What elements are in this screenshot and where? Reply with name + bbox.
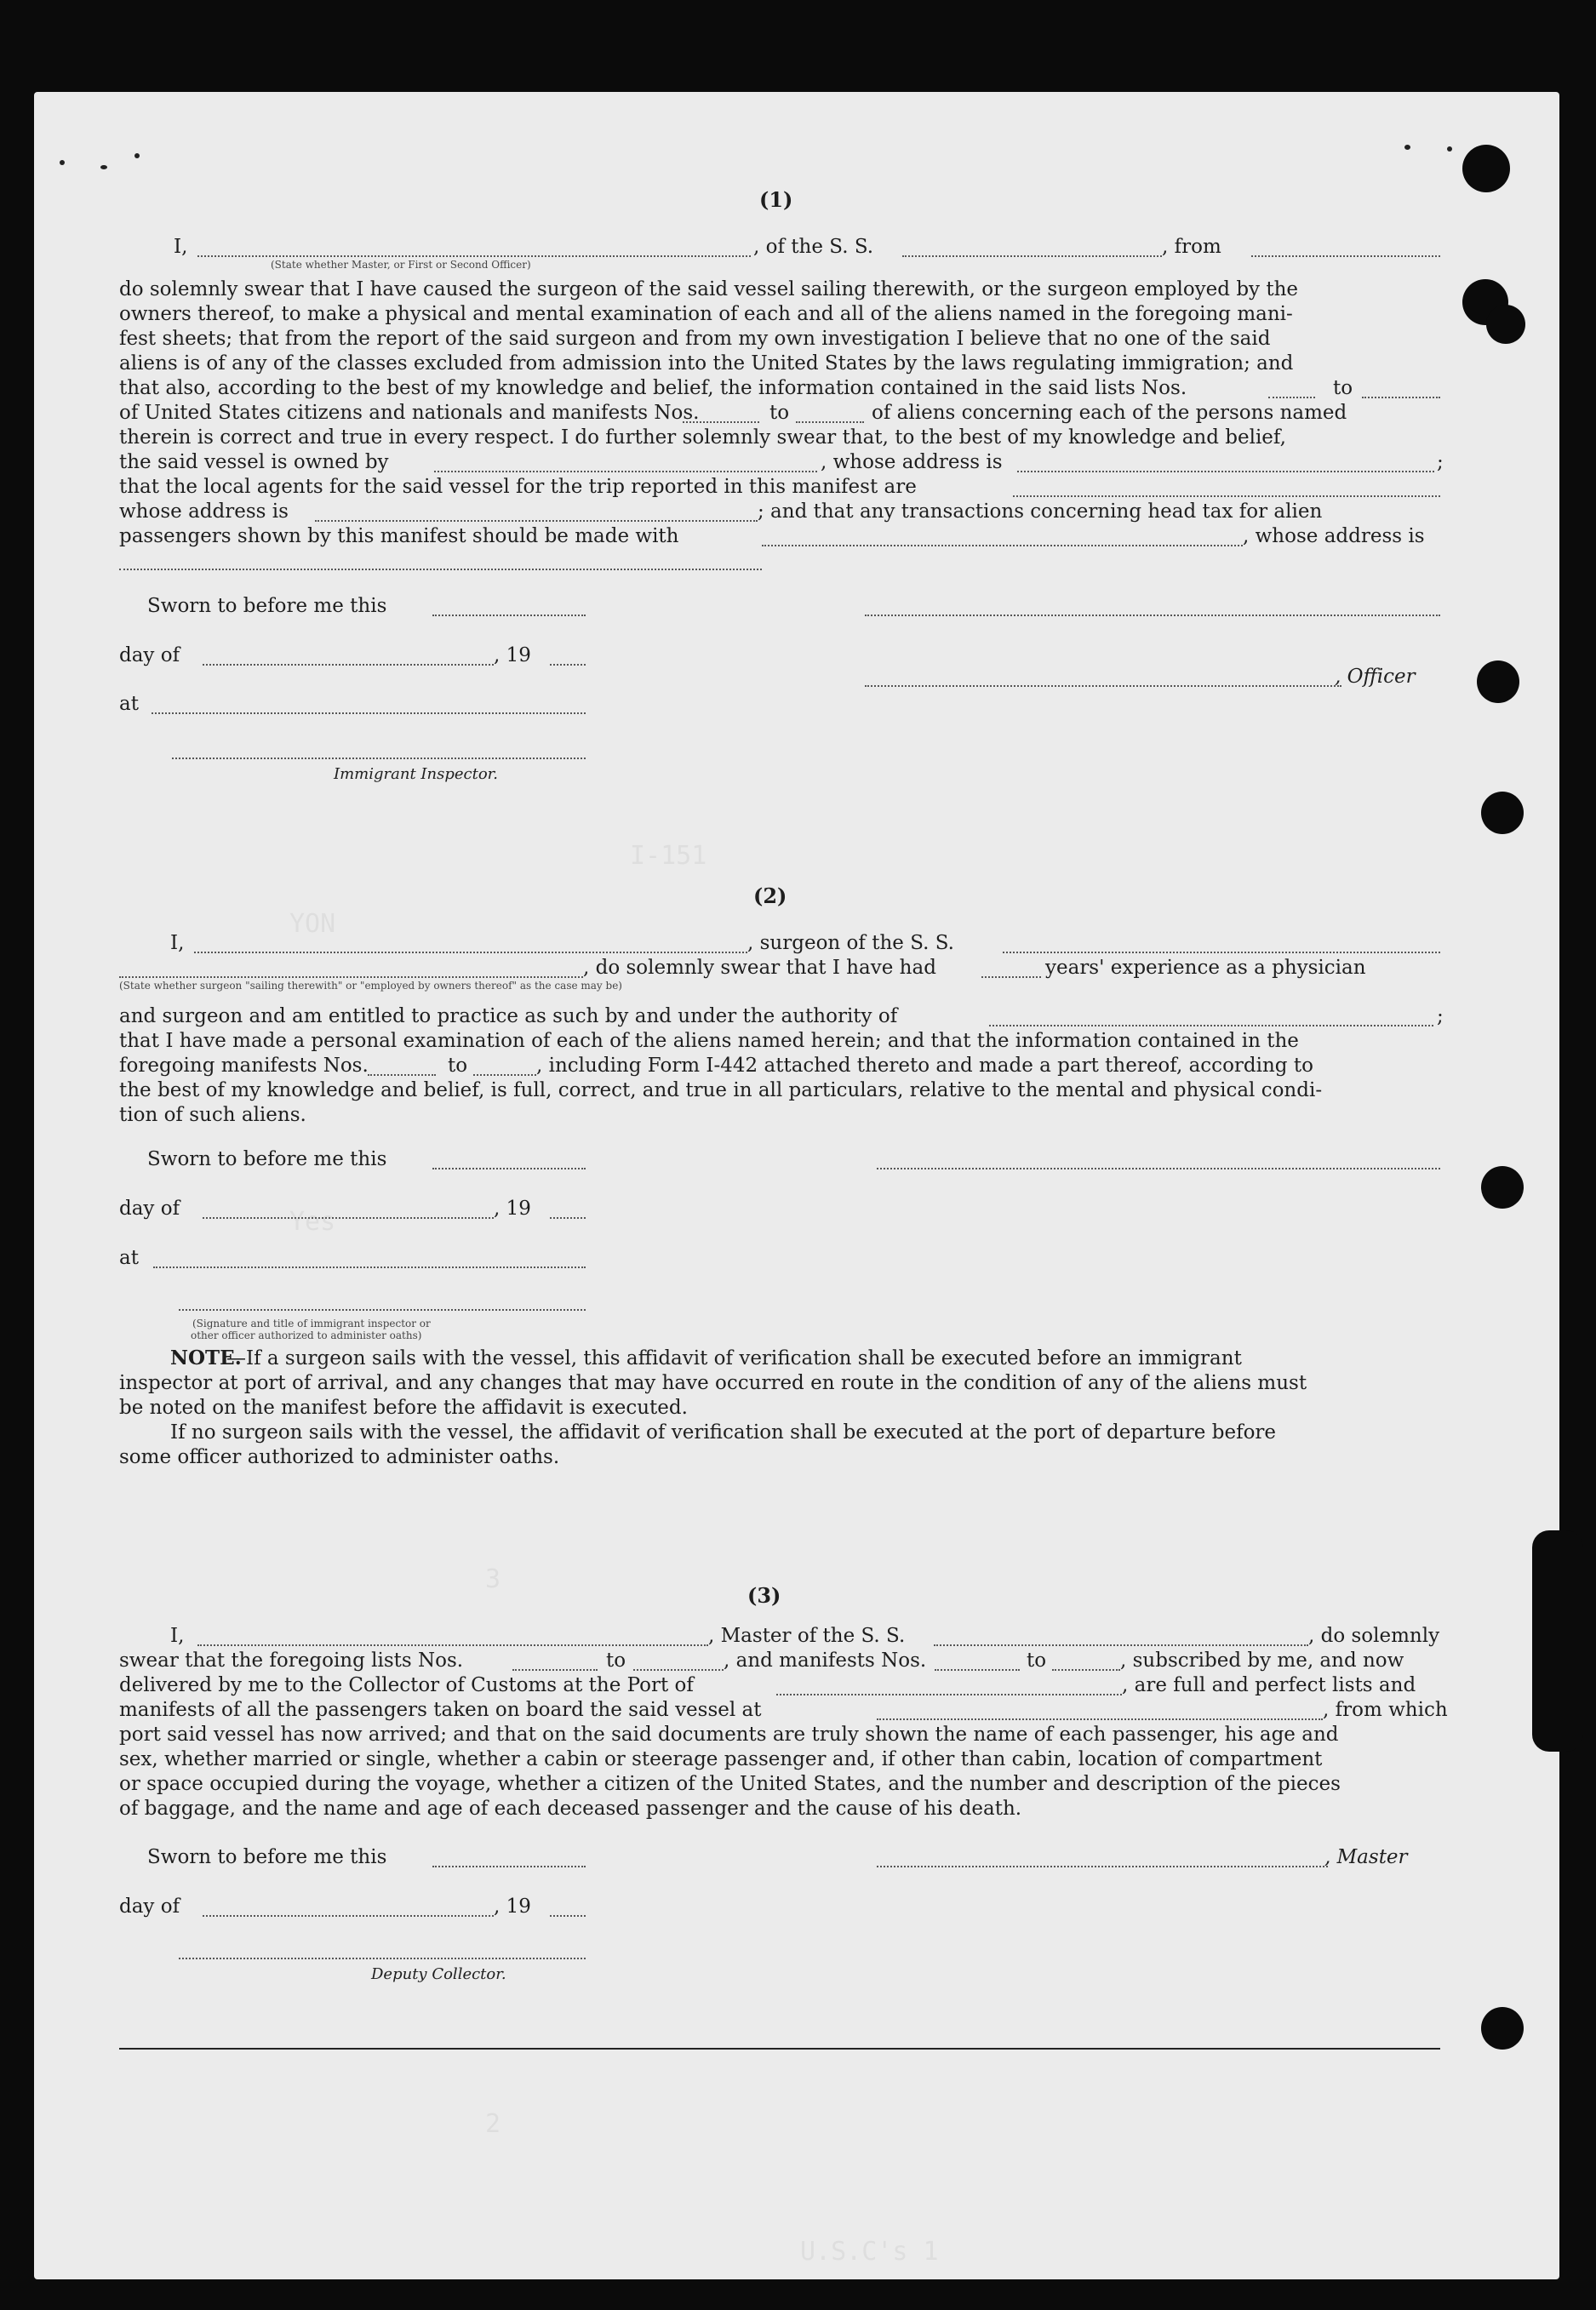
- affidavit-text: swear that the foregoing lists Nos.: [119, 1650, 464, 1672]
- master-label: , Master: [1324, 1846, 1408, 1868]
- speck: [134, 153, 140, 158]
- at-label: at: [119, 693, 139, 715]
- affidavit-text: ; and that any transactions concerning head tax for alien: [758, 500, 1323, 523]
- affidavit-text: , whose address is: [1243, 525, 1425, 547]
- year-label: , 19: [494, 1895, 531, 1918]
- at-place-field[interactable]: [153, 1266, 586, 1268]
- speck: [60, 160, 65, 165]
- sworn-label: Sworn to before me this: [147, 1846, 387, 1868]
- manifests-to-field[interactable]: [1052, 1669, 1120, 1671]
- lists-to-field[interactable]: [1362, 397, 1440, 398]
- affidavit-text: , including Form I-442 attached thereto and made a part thereof, according to: [536, 1055, 1313, 1077]
- affidavit-text: to: [1333, 377, 1353, 399]
- affidavit-text: , surgeon of the S. S.: [747, 932, 954, 954]
- affidavit-text: port said vessel has now arrived; and that on the said documents are truly shown the name of each passenger, his age and: [119, 1724, 1339, 1746]
- day-of-label: day of: [119, 1198, 180, 1220]
- collector-port-field[interactable]: [776, 1694, 1122, 1695]
- boarding-port-field[interactable]: [877, 1718, 1323, 1720]
- affidavit-text: aliens is of any of the classes excluded from admission into the United States by the laws regulating immigration; and: [119, 352, 1294, 375]
- sworn-label: Sworn to before me this: [147, 595, 387, 617]
- owner-field[interactable]: [434, 471, 817, 472]
- vessel-name-field[interactable]: [934, 1644, 1308, 1646]
- note-text: inspector at port of arrival, and any changes that may have occurred en route in the condition of any of the aliens must: [119, 1372, 1307, 1394]
- bleed-through-text: Yes: [289, 1207, 336, 1237]
- affidavit-text: of aliens concerning each of the persons named: [872, 402, 1347, 424]
- affidavit-text: , whose address is: [821, 451, 1003, 473]
- speck: [1447, 146, 1452, 152]
- affidavit-text: ;: [1437, 451, 1444, 473]
- from-port-field[interactable]: [1251, 255, 1440, 257]
- punch-hole: [1477, 660, 1519, 703]
- affidavit-text: therein is correct and true in every respect. I do further solemnly swear that, to the best of my knowledge and belief,: [119, 426, 1286, 449]
- affidavit-text: manifests of all the passengers taken on board the said vessel at: [119, 1699, 762, 1721]
- authority-field[interactable]: [989, 1025, 1433, 1026]
- agents-address-field[interactable]: [315, 520, 758, 522]
- year-field[interactable]: [550, 664, 586, 666]
- affidavit-text: or space occupied during the voyage, whether a citizen of the United States, and the number and description of the pieces: [119, 1773, 1341, 1795]
- note-text: be noted on the manifest before the affidavit is executed.: [119, 1397, 688, 1419]
- affidavit-text: do solemnly swear that I have caused the surgeon of the said vessel sailing therewith, or the surgeon employed by the: [119, 278, 1299, 300]
- affidavit-text: I,: [170, 1625, 185, 1647]
- bottom-rule: [119, 2048, 1440, 2050]
- bleed-through-text: 3: [485, 1564, 501, 1594]
- years-field[interactable]: [981, 976, 1041, 978]
- affidavit-text: whose address is: [119, 500, 289, 523]
- owner-address-field[interactable]: [1017, 471, 1434, 472]
- affidavit-text: of baggage, and the name and age of each deceased passenger and the cause of his death.: [119, 1798, 1022, 1820]
- affidavit-text: I,: [174, 236, 188, 258]
- affidavit-text: passengers shown by this manifest should be made with: [119, 525, 679, 547]
- surgeon-vessel-field[interactable]: [1003, 952, 1440, 953]
- affidavit-text: to: [769, 402, 790, 424]
- year-label: , 19: [494, 644, 531, 666]
- vessel-name-field[interactable]: [902, 255, 1162, 257]
- affidavit-text: tion of such aliens.: [119, 1104, 306, 1126]
- note-text: some officer authorized to administer oaths.: [119, 1446, 560, 1468]
- officer-label: , Officer: [1335, 666, 1416, 688]
- affidavit-text: that also, according to the best of my knowledge and belief, the information contained in the said lists Nos.: [119, 377, 1187, 399]
- speck: [1404, 145, 1410, 150]
- collector-signature-field[interactable]: [179, 1958, 586, 1959]
- inspector-label: Immigrant Inspector.: [334, 765, 499, 783]
- officer-name-field[interactable]: [197, 255, 751, 257]
- affidavit-text: to: [448, 1055, 468, 1077]
- affidavit-text: , do solemnly: [1308, 1625, 1440, 1647]
- affidavit-text: foregoing manifests Nos.: [119, 1055, 369, 1077]
- at-place-field[interactable]: [152, 712, 586, 714]
- day-of-label: day of: [119, 644, 180, 666]
- manifests-from-field[interactable]: [935, 1669, 1020, 1671]
- affidavit-text: , are full and perfect lists and: [1122, 1674, 1416, 1696]
- officer-title-field[interactable]: [865, 685, 1341, 687]
- document-sheet: [34, 92, 1559, 2279]
- bleed-through-text: U.S.C's 1: [800, 2237, 939, 2267]
- affidavit-text: , subscribed by me, and now: [1120, 1650, 1404, 1672]
- day-of-field[interactable]: [203, 664, 494, 666]
- affidavit-text: ;: [1437, 1005, 1444, 1027]
- agents-field[interactable]: [1013, 495, 1440, 497]
- punch-hole: [1481, 2007, 1524, 2050]
- day-of-field[interactable]: [203, 1915, 494, 1917]
- manifests-from-field[interactable]: [368, 1074, 436, 1076]
- affidavit-text: to: [1027, 1650, 1047, 1672]
- year-label: , 19: [494, 1198, 531, 1220]
- inspector-signature-field[interactable]: [172, 758, 586, 759]
- affidavit-text: , from which: [1323, 1699, 1448, 1721]
- manifests-to-field[interactable]: [796, 421, 864, 423]
- at-label: at: [119, 1247, 139, 1269]
- lists-to-field[interactable]: [633, 1669, 724, 1671]
- affidavit-text: sex, whether married or single, whether a cabin or steerage passenger and, if other than cabin, location of compartment: [119, 1748, 1323, 1770]
- affidavit-text: to: [606, 1650, 626, 1672]
- bleed-through-text: I-151: [630, 841, 707, 871]
- affidavit-text: fest sheets; that from the report of the said surgeon and from my own investigation I believe that no one of the said: [119, 328, 1271, 350]
- note-label: NOTE.: [170, 1347, 242, 1369]
- lists-from-field[interactable]: [512, 1669, 598, 1671]
- affidavit-text: , of the S. S.: [753, 236, 874, 258]
- bleed-through-text: 2: [485, 2109, 501, 2139]
- sworn-label: Sworn to before me this: [147, 1148, 387, 1170]
- affidavit-text: years' experience as a physician: [1045, 957, 1366, 979]
- sworn-date-field[interactable]: [432, 615, 586, 616]
- surgeon-type-field[interactable]: [119, 976, 583, 978]
- field-hint: (State whether Master, or First or Second Officer): [271, 259, 531, 271]
- sworn-date-field[interactable]: [432, 1866, 586, 1867]
- lists-from-field[interactable]: [1268, 397, 1315, 398]
- day-of-label: day of: [119, 1895, 180, 1918]
- section-number: (1): [759, 187, 793, 212]
- head-tax-address-field[interactable]: [119, 569, 762, 570]
- note-text: If no surgeon sails with the vessel, the affidavit of verification shall be executed at the port of departure before: [170, 1421, 1277, 1444]
- page-edge-tear: [1532, 1530, 1583, 1752]
- master-signature-field[interactable]: [877, 1866, 1328, 1867]
- inspector-signature-field[interactable]: [179, 1309, 586, 1311]
- section-number: (3): [747, 1583, 781, 1608]
- affidavit-text: , and manifests Nos.: [724, 1650, 927, 1672]
- signature-hint: other officer authorized to administer oaths): [191, 1329, 422, 1341]
- surgeon-signature-field[interactable]: [877, 1168, 1440, 1169]
- signature-hint: (Signature and title of immigrant inspector or: [192, 1318, 431, 1329]
- bleed-through-text: YON: [289, 909, 336, 939]
- punch-hole: [1486, 305, 1525, 344]
- affidavit-text: and surgeon and am entitled to practice as such by and under the authority of: [119, 1005, 898, 1027]
- affidavit-text: that I have made a personal examination of each of the aliens named herein; and that the information contained in the: [119, 1030, 1299, 1052]
- affidavit-text: , do solemnly swear that I have had: [583, 957, 936, 979]
- affidavit-text: the best of my knowledge and belief, is full, correct, and true in all particulars, relative to the mental and physical condi-: [119, 1079, 1323, 1101]
- manifests-to-field[interactable]: [473, 1074, 536, 1076]
- affidavit-text: of United States citizens and nationals and manifests Nos.: [119, 402, 700, 424]
- surgeon-name-field[interactable]: [194, 952, 747, 953]
- affidavit-text: delivered by me to the Collector of Customs at the Port of: [119, 1674, 694, 1696]
- punch-hole: [1462, 145, 1510, 192]
- punch-hole: [1481, 792, 1524, 834]
- collector-label: Deputy Collector.: [371, 1965, 506, 1983]
- affidavit-text: , from: [1162, 236, 1221, 258]
- year-field[interactable]: [550, 1915, 586, 1917]
- officer-signature-field[interactable]: [865, 615, 1440, 616]
- affidavit-text: , Master of the S. S.: [708, 1625, 906, 1647]
- head-tax-agent-field[interactable]: [762, 545, 1243, 546]
- affidavit-text: I,: [170, 932, 185, 954]
- year-field[interactable]: [550, 1217, 586, 1219]
- note-text: —If a surgeon sails with the vessel, this affidavit of verification shall be executed before an immigrant: [226, 1347, 1242, 1369]
- affidavit-text: owners thereof, to make a physical and mental examination of each and all of the aliens named in the foregoing mani-: [119, 303, 1293, 325]
- section-number: (2): [753, 883, 787, 908]
- day-of-field[interactable]: [203, 1217, 494, 1219]
- punch-hole: [1481, 1166, 1524, 1209]
- speck: [100, 165, 107, 169]
- affidavit-text: the said vessel is owned by: [119, 451, 389, 473]
- affidavit-text: that the local agents for the said vessel for the trip reported in this manifest are: [119, 476, 917, 498]
- manifests-from-field[interactable]: [683, 421, 759, 423]
- master-name-field[interactable]: [197, 1644, 708, 1646]
- field-hint: (State whether surgeon "sailing therewith" or "employed by owners thereof" as the case may be): [119, 980, 622, 992]
- sworn-date-field[interactable]: [432, 1168, 586, 1169]
